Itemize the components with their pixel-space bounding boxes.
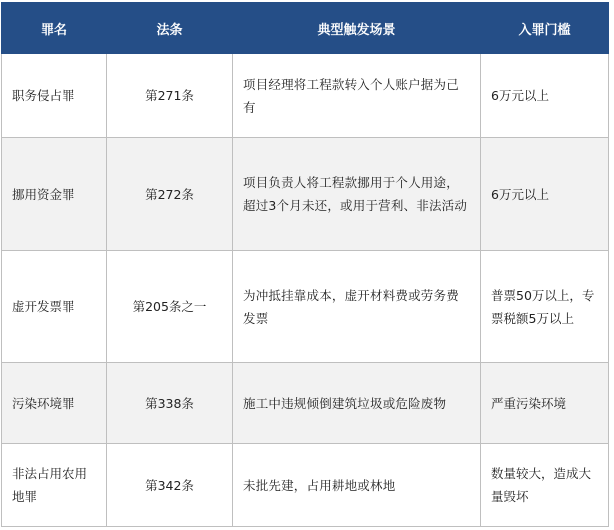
- table-row: [2, 251, 609, 363]
- cell-typical-scenario: 施工中违规倾倒建筑垃圾或危险废物: [233, 363, 481, 444]
- cell-crime-name: 挪用资金罪: [2, 138, 107, 251]
- cell-typical-scenario: 为冲抵挂靠成本，虚开材料费或劳务费发票: [233, 251, 481, 363]
- table-row: [2, 444, 609, 527]
- crime-table: [1, 2, 609, 527]
- cell-typical-scenario: 未批先建，占用耕地或林地: [233, 444, 481, 527]
- cell-threshold: 严重污染环境: [481, 363, 609, 444]
- header-threshold: 入罪门槛: [481, 3, 609, 54]
- cell-law-article: 第271条: [107, 54, 233, 138]
- cell-law-article: 第342条: [107, 444, 233, 527]
- crime-table-container: [1, 2, 613, 527]
- cell-threshold: 6万元以上: [481, 54, 609, 138]
- table-row: [2, 138, 609, 251]
- cell-threshold: 普票50万以上，专票税额5万以上: [481, 251, 609, 363]
- cell-threshold: 数量较大，造成大量毁坏: [481, 444, 609, 527]
- table-body: [2, 54, 609, 527]
- table-header: [2, 3, 609, 54]
- cell-crime-name: 非法占用农用地罪: [2, 444, 107, 527]
- cell-crime-name: 污染环境罪: [2, 363, 107, 444]
- cell-crime-name: 职务侵占罪: [2, 54, 107, 138]
- header-typical-scenario: 典型触发场景: [233, 3, 481, 54]
- cell-typical-scenario: 项目经理将工程款转入个人账户据为己有: [233, 54, 481, 138]
- cell-threshold: 6万元以上: [481, 138, 609, 251]
- header-law-article: 法条: [107, 3, 233, 54]
- header-crime-name: 罪名: [2, 3, 107, 54]
- header-row: [2, 3, 609, 54]
- table-row: [2, 363, 609, 444]
- cell-crime-name: 虚开发票罪: [2, 251, 107, 363]
- cell-law-article: 第205条之一: [107, 251, 233, 363]
- cell-typical-scenario: 项目负责人将工程款挪用于个人用途，超过3个月未还，或用于营利、非法活动: [233, 138, 481, 251]
- cell-law-article: 第272条: [107, 138, 233, 251]
- table-row: [2, 54, 609, 138]
- cell-law-article: 第338条: [107, 363, 233, 444]
